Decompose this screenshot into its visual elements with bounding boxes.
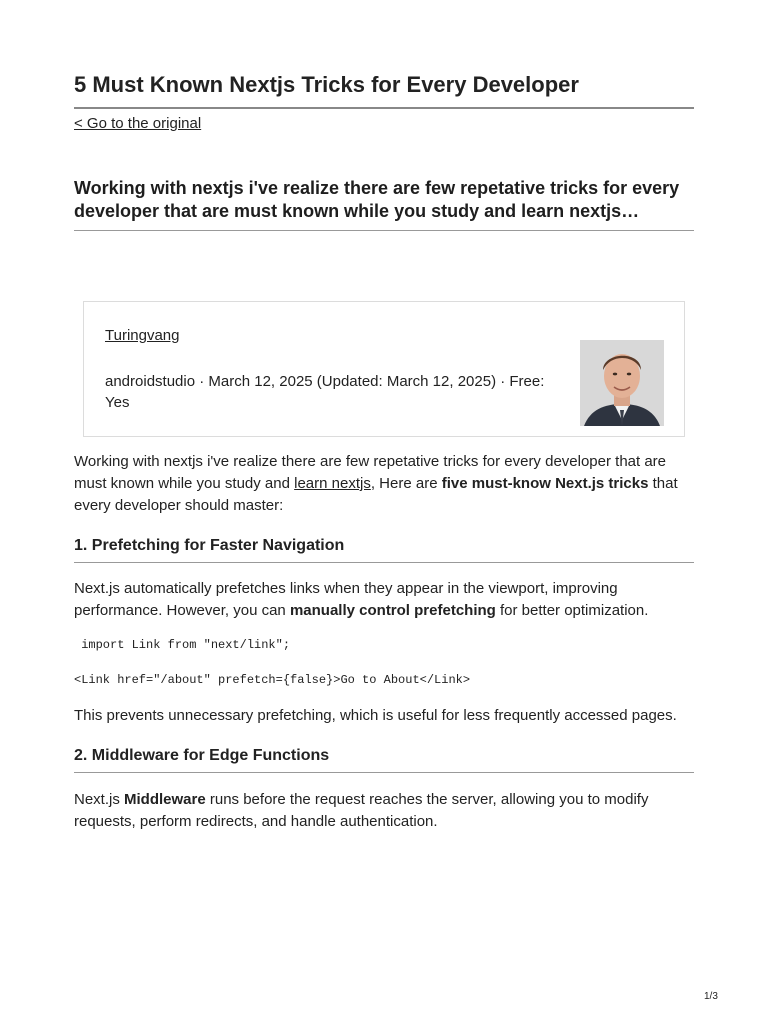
paragraph-bold-text: manually control prefetching — [289, 602, 496, 619]
avatar — [580, 340, 664, 426]
author-name-link[interactable]: Turingvang — [105, 327, 180, 344]
author-meta: androidstudio · March 12, 2025 (Updated: March 12, 2025) · Free: Yes — [105, 373, 545, 411]
prefetching-paragraph — [74, 578, 694, 622]
code-line-import: import Link from "next/link"; — [74, 638, 291, 652]
code-line-link: <Link href="/about" prefetch={false}>Go to About</Link> — [74, 673, 471, 687]
paragraph-text: Next.js — [74, 791, 125, 808]
intro-text: that every developer should master: — [74, 475, 678, 514]
intro-paragraph — [74, 451, 694, 517]
intro-bold-text: five must-know Next.js tricks — [441, 475, 649, 492]
intro-text: , Here are — [370, 475, 442, 492]
person-photo-icon — [580, 340, 664, 426]
page-number: 1/3 — [704, 991, 718, 1002]
intro-text: Working with nextjs i've realize there are few repetative tricks for every developer that are must known while you study and — [74, 453, 667, 492]
section-heading-middleware: 2. Middleware for Edge Functions — [74, 746, 694, 773]
go-to-original-link[interactable]: < Go to the original — [74, 115, 202, 132]
section-heading-prefetching: 1. Prefetching for Faster Navigation — [74, 536, 694, 563]
middleware-paragraph — [74, 789, 694, 833]
paragraph-text: Next.js automatically prefetches links when they appear in the viewport, improving performance. However, you can — [74, 580, 618, 619]
paragraph-text: runs before the request reaches the server, allowing you to modify requests, perform redirects, and handle authentication. — [74, 791, 649, 830]
article-subtitle: Working with nextjs i've realize there are few repetative tricks for every developer that are must known while you study and learn nextjs… — [74, 177, 694, 231]
learn-nextjs-link[interactable]: learn nextjs — [294, 475, 371, 492]
prefetching-note-paragraph: This prevents unnecessary prefetching, which is useful for less frequently accessed pages. — [74, 707, 677, 724]
paragraph-bold-text: Middleware — [124, 791, 206, 808]
paragraph-text: for better optimization. — [495, 602, 649, 619]
author-card — [83, 301, 685, 437]
page-title: 5 Must Known Nextjs Tricks for Every Developer — [74, 72, 694, 109]
